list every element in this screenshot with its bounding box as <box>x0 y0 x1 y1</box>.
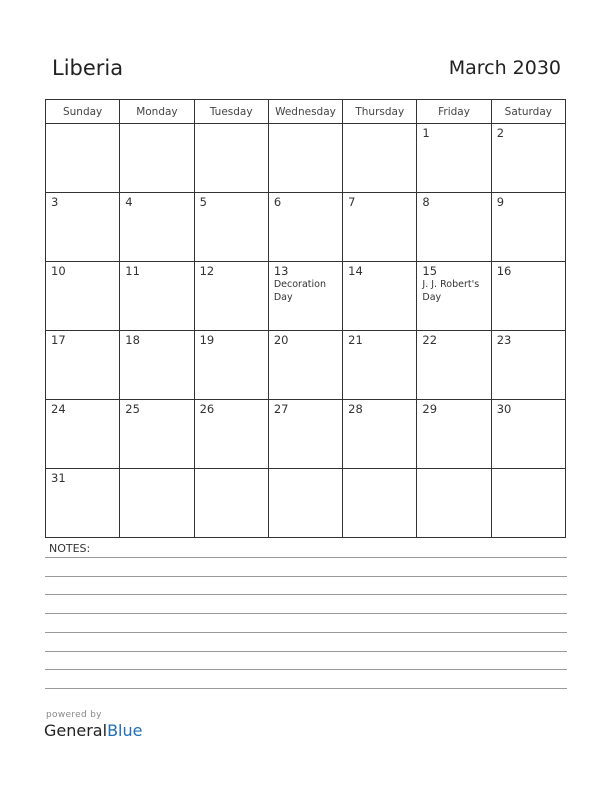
day-number: 15 <box>422 264 438 278</box>
day-cell <box>46 124 120 193</box>
day-number: 27 <box>273 402 289 416</box>
weekday-header: Tuesday <box>194 100 268 124</box>
holiday-label: J. J. Robert's Day <box>422 279 480 303</box>
day-cell <box>120 400 194 469</box>
brand-logo <box>44 721 142 740</box>
day-cell <box>194 331 268 400</box>
day-cell <box>491 262 565 331</box>
note-line <box>45 688 567 689</box>
day-number: 26 <box>199 402 215 416</box>
day-cell <box>417 124 491 193</box>
day-cell <box>491 331 565 400</box>
day-number: 4 <box>125 195 133 209</box>
day-number: 24 <box>51 402 66 416</box>
day-number: 7 <box>348 195 356 209</box>
day-number: 13 <box>273 264 289 278</box>
day-cell <box>343 400 417 469</box>
country-title: Liberia <box>52 56 124 80</box>
day-number: 9 <box>496 195 505 209</box>
note-line <box>45 594 567 595</box>
day-number: 8 <box>422 195 430 209</box>
day-number: 5 <box>199 195 207 209</box>
week-row <box>46 262 566 331</box>
day-number: 18 <box>125 333 140 347</box>
weekday-header: Thursday <box>343 100 417 124</box>
day-cell <box>268 262 342 331</box>
day-cell <box>343 469 417 538</box>
note-line <box>45 557 567 558</box>
note-line <box>45 613 567 614</box>
day-number: 16 <box>496 264 512 278</box>
day-cell <box>343 331 417 400</box>
notes-label: NOTES: <box>49 542 91 555</box>
day-cell <box>491 469 565 538</box>
day-cell <box>491 400 565 469</box>
day-cell <box>120 469 194 538</box>
day-number: 22 <box>422 333 438 347</box>
day-number: 28 <box>348 402 363 416</box>
day-number: 3 <box>51 195 59 209</box>
day-cell <box>46 331 120 400</box>
day-cell <box>46 262 120 331</box>
day-cell <box>194 262 268 331</box>
day-cell <box>491 193 565 262</box>
week-row <box>46 331 566 400</box>
day-cell <box>343 124 417 193</box>
note-line <box>45 669 567 670</box>
day-cell <box>268 124 342 193</box>
weekday-header-row <box>46 100 566 124</box>
day-cell <box>268 331 342 400</box>
weekday-header: Friday <box>417 100 491 124</box>
day-number: 21 <box>348 333 363 347</box>
day-number: 30 <box>496 402 512 416</box>
week-row <box>46 124 566 193</box>
day-number: 1 <box>422 126 430 140</box>
weekday-header: Wednesday <box>268 100 342 124</box>
weekday-header: Monday <box>120 100 194 124</box>
week-row <box>46 193 566 262</box>
day-cell <box>268 400 342 469</box>
day-number: 11 <box>125 264 140 278</box>
day-number: 12 <box>199 264 215 278</box>
day-number: 20 <box>273 333 289 347</box>
day-cell <box>268 193 342 262</box>
day-number: 29 <box>422 402 438 416</box>
day-cell <box>120 193 194 262</box>
day-cell <box>417 331 491 400</box>
month-year-title: March 2030 <box>448 57 561 79</box>
weekday-header: Saturday <box>491 100 565 124</box>
brand-name-part1: General <box>44 721 108 740</box>
day-number: 2 <box>496 126 505 140</box>
day-cell <box>268 469 342 538</box>
brand-name-part2: Blue <box>107 721 143 740</box>
day-cell <box>194 193 268 262</box>
day-number: 10 <box>51 264 66 278</box>
day-cell <box>417 193 491 262</box>
day-cell <box>194 469 268 538</box>
day-number: 31 <box>51 471 66 485</box>
day-cell <box>417 262 491 331</box>
day-cell <box>343 262 417 331</box>
day-cell <box>120 124 194 193</box>
day-cell <box>417 400 491 469</box>
day-cell <box>417 469 491 538</box>
weekday-header: Sunday <box>46 100 120 124</box>
powered-by-text: powered by <box>46 710 102 720</box>
week-row <box>46 400 566 469</box>
week-row <box>46 469 566 538</box>
day-cell <box>120 331 194 400</box>
day-number: 23 <box>496 333 512 347</box>
note-line <box>45 576 567 577</box>
day-cell <box>194 400 268 469</box>
calendar-grid <box>45 99 566 538</box>
holiday-label: Decoration Day <box>273 279 326 303</box>
day-number: 25 <box>125 402 140 416</box>
day-number: 19 <box>199 333 215 347</box>
day-cell <box>46 193 120 262</box>
day-number: 6 <box>273 195 282 209</box>
day-cell <box>46 400 120 469</box>
note-line <box>45 651 567 652</box>
day-cell <box>491 124 565 193</box>
note-line <box>45 632 567 633</box>
day-cell <box>46 469 120 538</box>
day-cell <box>120 262 194 331</box>
day-cell <box>194 124 268 193</box>
day-number: 14 <box>348 264 363 278</box>
day-number: 17 <box>51 333 66 347</box>
day-cell <box>343 193 417 262</box>
